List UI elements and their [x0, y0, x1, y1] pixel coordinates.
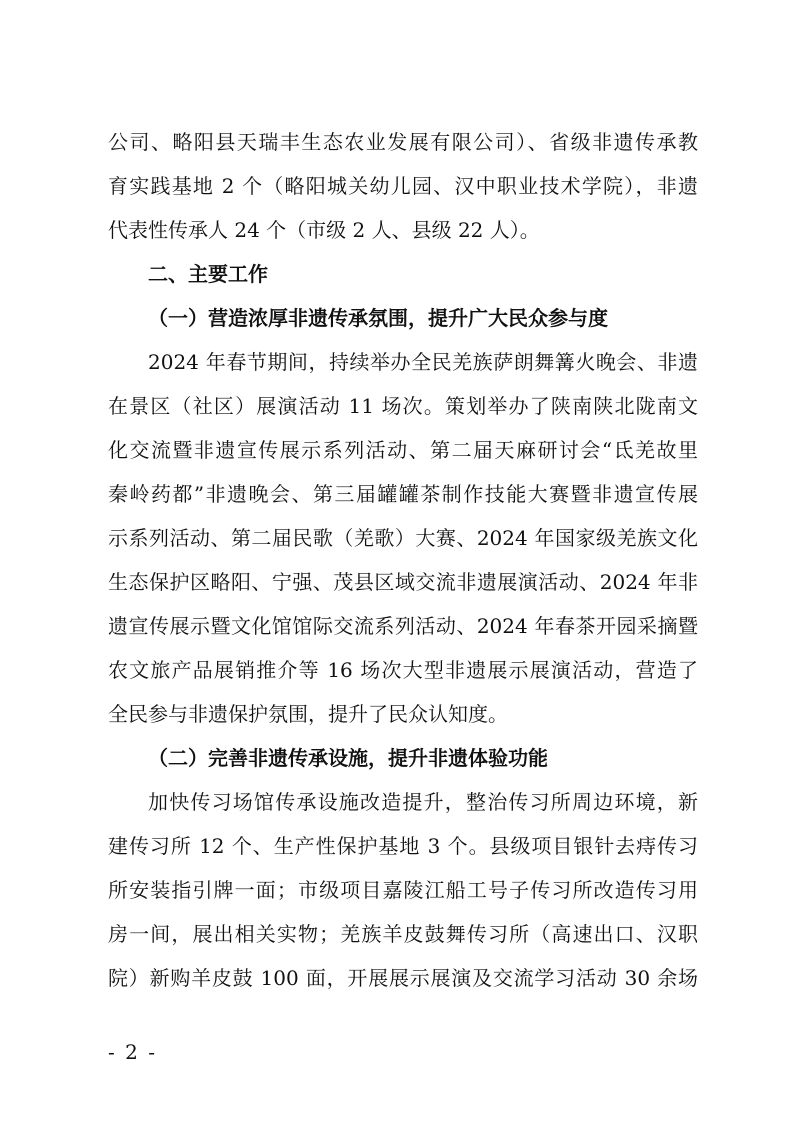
body-text-line: 所安装指引牌一面；市级项目嘉陵江船工号子传习所改造传习用 [108, 878, 698, 902]
body-text-line: 秦岭药都”非遗晚会、第三届罐罐茶制作技能大赛暨非遗宣传展 [108, 482, 698, 506]
body-text-line: 全民参与非遗保护氛围，提升了民众认知度。 [108, 702, 508, 726]
body-text-line: 生态保护区略阳、宁强、茂县区域交流非遗展演活动、2024 年非 [108, 570, 698, 594]
body-text-line: 代表性传承人 24 个（市级 2 人、县级 22 人）。 [108, 218, 540, 242]
body-text-line: 遗宣传展示暨文化馆馆际交流系列活动、2024 年春茶开园采摘暨 [108, 614, 698, 638]
body-text-line: 化交流暨非遗宣传展示系列活动、第二届天麻研讨会“氐羌故里 [108, 438, 698, 462]
body-text-line: 示系列活动、第二届民歌（羌歌）大赛、2024 年国家级羌族文化 [108, 526, 698, 550]
body-text-line: 2024 年春节期间，持续举办全民羌族萨朗舞篝火晚会、非遗 [148, 350, 698, 374]
body-text-line: 建传习所 12 个、生产性保护基地 3 个。县级项目银针去痔传习 [108, 834, 698, 858]
body-text-line: 院）新购羊皮鼓 100 面，开展展示展演及交流学习活动 30 余场 [108, 966, 698, 990]
body-text-line: 房一间，展出相关实物；羌族羊皮鼓舞传习所（高速出口、汉职 [108, 922, 698, 946]
subsection-heading: （一）营造浓厚非遗传承氛围，提升广大民众参与度 [148, 306, 608, 330]
body-text-line: 育实践基地 2 个（略阳城关幼儿园、汉中职业技术学院），非遗 [108, 174, 698, 198]
body-text-line: 在景区（社区）展演活动 11 场次。策划举办了陕南陕北陇南文 [108, 394, 698, 418]
page-number: - 2 - [108, 1040, 157, 1064]
subsection-heading: （二）完善非遗传承设施，提升非遗体验功能 [148, 746, 548, 770]
body-text-line: 公司、略阳县天瑞丰生态农业发展有限公司）、省级非遗传承教 [108, 130, 698, 154]
body-text-line: 农文旅产品展销推介等 16 场次大型非遗展示展演活动，营造了 [108, 658, 698, 682]
section-heading: 二、主要工作 [148, 262, 268, 286]
body-text-line: 加快传习场馆传承设施改造提升，整治传习所周边环境，新 [148, 790, 698, 814]
